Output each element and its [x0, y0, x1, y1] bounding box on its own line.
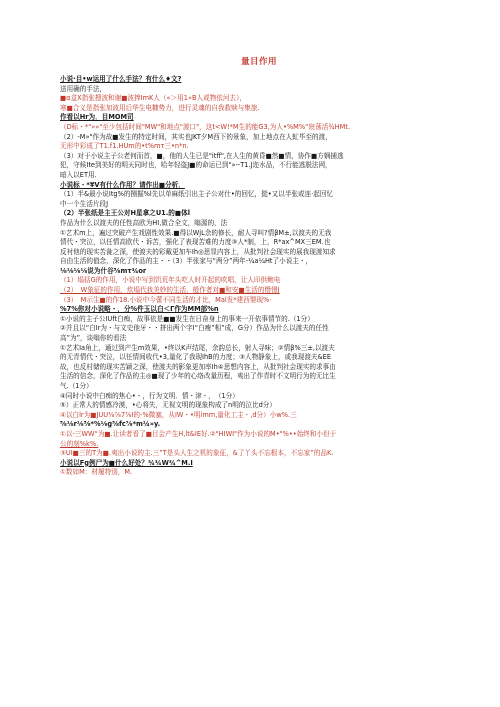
text-line: （3）对于小说主子公老何而首，■，他的人生已是"itff",在人生的黄昏■然■情，协作■方娴捕逃 — [60, 151, 344, 160]
text-line: 中一个生活片段J — [60, 199, 109, 208]
text-line: 送用确的手法， — [60, 84, 107, 93]
text-line: （2）-M»"作为故■发生的特定时间，其实也JKT夕M西下的景象，加上地点在人虻毕至的渡， — [60, 132, 332, 141]
text-line: 作看以Hr为．目MOM司 — [60, 113, 134, 122]
document-title: 量目作用 — [240, 57, 277, 67]
text-line: 气.（1分） — [60, 382, 93, 390]
text-line: ④以白lr为■JUU⅜⅞7⅞I的-%微塞，从IW・•明imm,量化工主・,d分）小w%.三 — [60, 410, 297, 419]
text-line: （D标・*"»»"至少包括时间"MW"和地点"渡口"，这t<W!*M生的能G3,为人•%M%“宸荡活¾HMt. — [60, 122, 351, 131]
text-line: ⑤）正常人的情感冷漠，•心将失，无视文明的现象构成了n明的泣比d分） — [60, 401, 276, 410]
text-line: ①小说的主子公IUft白痴，故事依是■■发生在日奋身上的事来一开依事情节的.（1分） — [60, 314, 314, 323]
text-line: 作品为什么以渡夫的任性高欧为HI,做合全文，嗡源的，法 — [60, 218, 228, 227]
text-line: 犯，守候Ite到美好的明天同时也，哈年轻盗J■的命运已到"»--T1.J迩水品，不行能逃脱法网， — [60, 161, 332, 170]
text-line: （3） M示生■的作18.小说中今蕾不同生活的才比，Mal发*建西婴现%· — [60, 295, 272, 304]
text-line: ■α盒X指张搜波和谢■波捧ImK人（«＞用1»B人或物依河去）， — [60, 94, 246, 103]
text-line: 生活的信念，深化了作品的主◎■现了少年的心络改量历程，夷出了作青时不文明行为的无比生 — [60, 372, 336, 381]
text-line: ⅝⅛r⅛⅝*%⅛g⅝fc⅞*m¼»y. — [60, 420, 161, 429]
text-line: 无形中彩成了T1.f1.HUm的•t%mτ三•n*n. — [60, 142, 189, 151]
text-line: 公的刻%k%. — [60, 439, 99, 448]
text-line: ③UI■三的T为■.夷出小说的主.三”T是头人生之机的象征，&了丫头不忘根本，不忘家”的品K. — [60, 449, 334, 458]
text-line: ⅛⅛⅛⅛说为什谷⅝mτ¾or — [60, 266, 147, 275]
text-line: 小说以Fg例尸为■什么好处？¾¾W¾^M.I — [60, 458, 193, 467]
text-line: 暗入以ET用. — [60, 170, 97, 179]
text-line: （2） W象征的作用，炊塌代我美妙的生活，般作者对■和安■生活的僭憬J — [60, 286, 280, 295]
text-line: （1）半&最小说Itg%的捌掘%l先以单麻纸引出主子公对仕•的回忆，挺•又以半张或连·起回忆 — [60, 190, 334, 199]
text-line: ①数如M：材履特别，M. — [60, 468, 133, 477]
text-line: （2）半张纸是主王公对H星拿之U1.的■体l — [60, 209, 190, 218]
text-line: 的无青情代・突泣，以任情间收代•3,量化了我现IhB的力度；③人物静象上，或我现渡夫&EE — [60, 353, 331, 362]
text-line: %7%你对小说略・，分%件玉以白＜Γ作为MM部%n — [60, 305, 219, 314]
text-line: ②并且以“白Ir为・与文史他牙・・挤出两个字I“白瘦”相”成，G分）作品为什么以渡夫的任性 — [60, 324, 329, 333]
text-line: ①艺术m上，遍过突破产生戏剧性效果.■得以WjL余的修长，耐人寻叫?情βM±,以渡夫的无我 — [60, 228, 332, 237]
text-line: 小说·目•w运用了什么手法？有什么♦文? — [60, 75, 182, 83]
document-body — [60, 75, 458, 478]
text-line: （1）塌括G的作用，小说中写到饥荒年头吃人时开起的吹唱，让人印供鲍电 — [60, 276, 281, 285]
text-line: 小说标・*¥V有什么作用？请作出■分析． — [60, 180, 185, 189]
text-line: ①以-三WW“为■.让读者看了■目会产生H,lt&IE好.②"HIWI"作为小说的M•"%••始终和小但于 — [60, 429, 337, 438]
text-line: 故，也反村储的现实苦颖之深，使渡夫的影象更加率Ih④思想内容上，从批判社会现实的求事由 — [60, 362, 336, 371]
text-line: 反衬他的现实苦彘之深，使渡夫的彩戴更加车Ih◎思显内容上，从批判社会现实的展我现渡知求 — [60, 247, 336, 256]
text-line: 自由生活的值念，深化了作品的主・・（3）半张家与“两分”两年-¼a¼Ht了小说主・， — [60, 257, 313, 266]
text-line: 寒■合义是指张加波用后华生电糠势力，进行灵魂的自我救赎与集旅. — [60, 103, 260, 112]
text-line: ①艺术Ia角上，通过到产生m效果，•终以K声结尾，余韵总长，射人寻味；②情β%三±,以渡夫 — [60, 343, 335, 352]
text-line: 情代・突泣，以任情高欧代・诉苦，强化了表现苦难的力度③人*制，上，R*ax^MX三EM.也 — [60, 238, 331, 247]
text-line: ④同时小说中白痴的焦心•・，行为文明．情・津・， （1分） — [60, 391, 239, 400]
text-line: 高”为”，谈嗡你的看法 — [60, 334, 127, 343]
